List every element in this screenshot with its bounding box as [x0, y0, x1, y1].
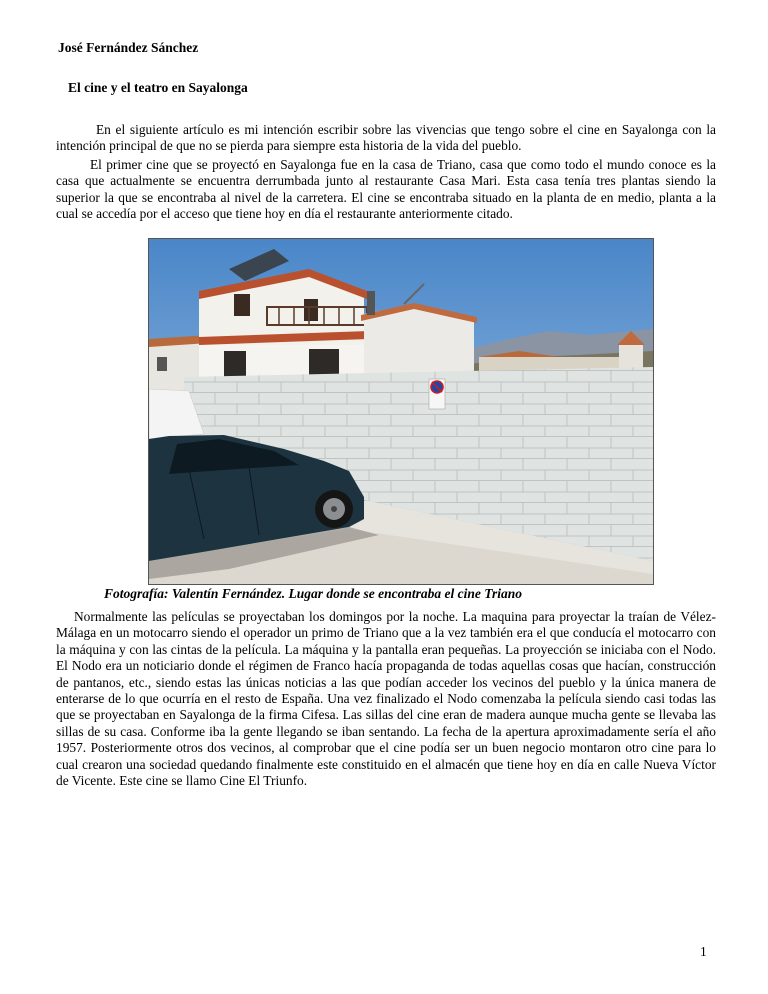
photo-caption: Fotografía: Valentín Fernández. Lugar donde se encontraba el cine Triano	[104, 586, 523, 601]
page-number: 1	[700, 944, 707, 959]
paragraph-intro: En el siguiente artículo es mi intención escribir sobre las vivencias que tengo sobre el cine en Sayalonga con la intención principal de que no se pierda para siempre esta historia de la vida del pueblo.	[56, 122, 716, 154]
paragraph-screenings: Normalmente las películas se proyectaban los domingos por la noche. La maquina para proyectar la traían de Vélez-Málaga en un motocarro siendo el operador un primo de Triano que a la vez también era el que conducía el motocarro con la máquina y con las cintas de la película. La máquina y la pantalla eran pequeñas. La proyección se iniciaba con el Nodo. El Nodo era un noticiario donde el régimen de Franco hacía propaganda de todas aquellas cosas que hacían, construcción de pantanos, etc., siendo estas las únicas noticias a las que podían acceder los vecinos del pueblo y la única manera de enterarse de lo que ocurría en el resto de España. Una vez finalizado el Nodo comenzaba la película siendo casi todas las que se proyectaban en Sayalonga de la firma Cifesa. Las sillas del cine eran de madera aunque mucha gente se llevaba las sillas de su casa. Conforme iba la gente llegando se iban sentando. La fecha de la apertura aproximadamente sería el año 1957. Posteriormente otros dos vecinos, al comprobar que el cine podía ser un buen negocio montaron otro cine para lo cual crearon una sociedad quedando finalmente este constituido en el almacén que tiene hoy en día en calle Nueva Víctor de Vicente. Este cine se llamo Cine El Triunfo.	[56, 609, 716, 789]
paragraph-first-cinema: El primer cine que se proyectó en Sayalonga fue en la casa de Triano, casa que como todo el mundo conoce es la casa que actualmente se encuentra derrumbada junto al restaurante Casa Mari. Esta casa tenía tres plantas siendo la superior la que se encontraba al nivel de la carretera. El cine se encontraba situado en la planta de en medio, planta a la cual se accedía por el acceso que tiene hoy en día el restaurante anteriormente citado.	[56, 157, 716, 222]
photo-cinema-site	[148, 238, 654, 585]
article-title: El cine y el teatro en Sayalonga	[68, 80, 248, 95]
author-name: José Fernández Sánchez	[58, 40, 199, 55]
